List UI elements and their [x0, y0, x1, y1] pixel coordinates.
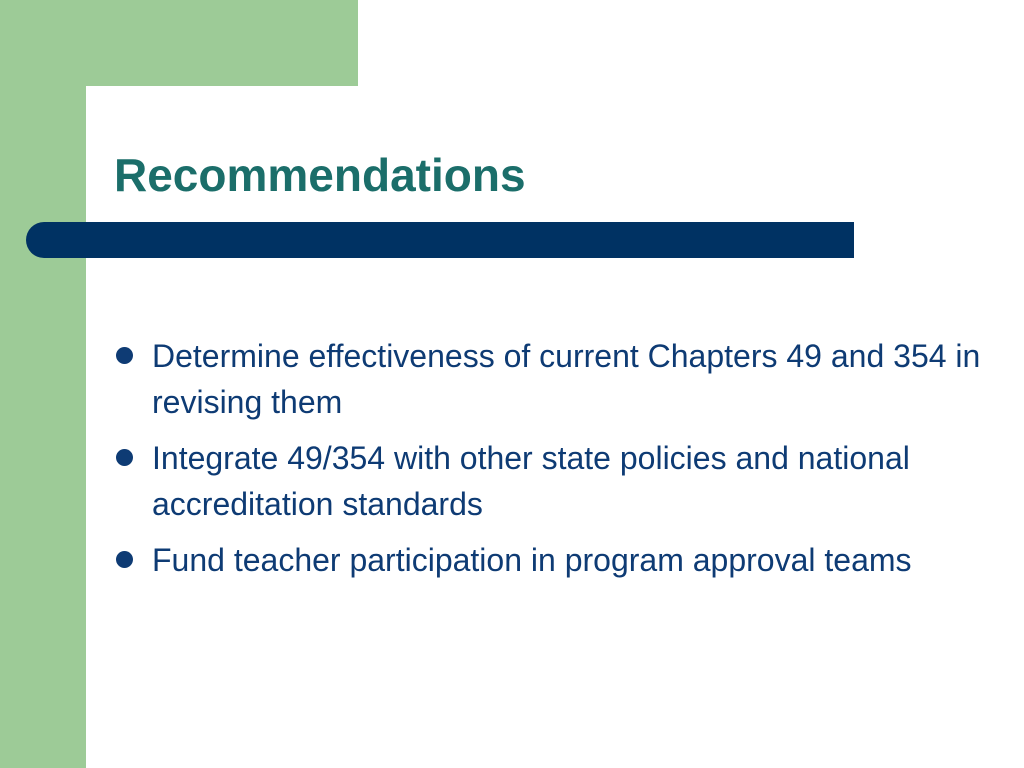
bullet-text: Integrate 49/354 with other state policies and national accreditation standards [152, 440, 910, 522]
bullet-item [114, 537, 994, 583]
green-side-band [0, 0, 86, 768]
bullet-item [114, 435, 994, 527]
title-underline-bar [26, 222, 854, 258]
bullet-dot-icon [116, 347, 133, 364]
bullet-text: Determine effectiveness of current Chapters 49 and 354 in revising them [152, 338, 981, 420]
bullet-dot-icon [116, 551, 133, 568]
bullet-list [114, 333, 994, 593]
bullet-item [114, 333, 994, 425]
bullet-dot-icon [116, 449, 133, 466]
bullet-text: Fund teacher participation in program approval teams [152, 542, 912, 578]
slide-title: Recommendations [114, 149, 526, 201]
green-top-band [0, 0, 358, 86]
